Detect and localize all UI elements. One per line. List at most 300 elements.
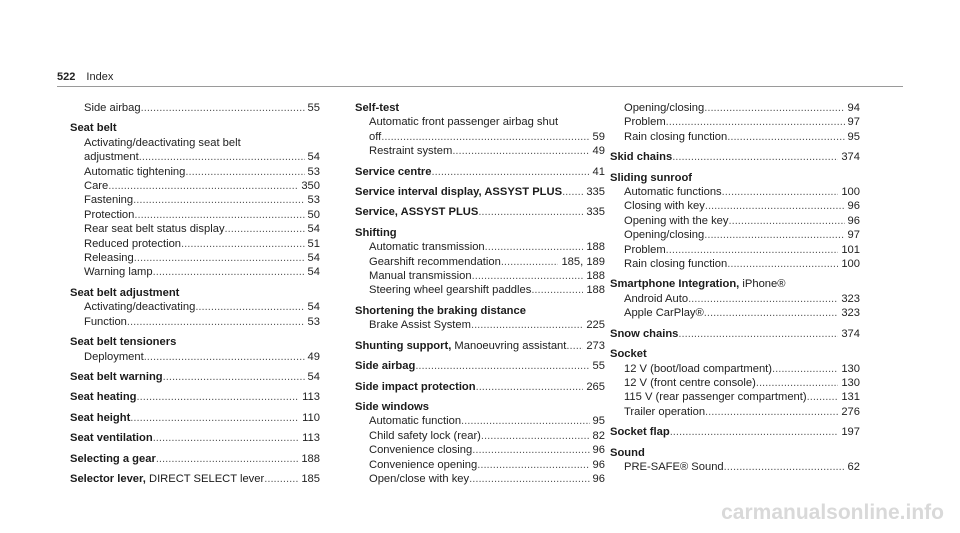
page-reference[interactable]: 53 bbox=[307, 315, 320, 328]
index-term bbox=[610, 446, 860, 460]
dot-leader bbox=[672, 150, 838, 164]
page-reference[interactable]: 59 bbox=[592, 130, 605, 143]
dot-leader bbox=[724, 460, 845, 474]
dot-leader bbox=[501, 255, 559, 269]
page-reference[interactable]: 113 bbox=[302, 432, 320, 445]
index-term[interactable] bbox=[70, 472, 320, 486]
page-reference[interactable]: 54 bbox=[307, 370, 320, 383]
entry-text bbox=[84, 300, 195, 314]
index-term[interactable] bbox=[355, 185, 605, 199]
index-term bbox=[70, 121, 320, 135]
entry-label: Android Auto bbox=[624, 292, 689, 305]
entry-label: Child safety lock (rear) bbox=[369, 429, 481, 442]
page-reference[interactable]: 113 bbox=[302, 391, 320, 404]
index-subentry[interactable] bbox=[610, 292, 860, 306]
index-entry bbox=[70, 101, 320, 115]
entry-label: Automatic functions bbox=[624, 186, 722, 199]
index-subentry[interactable] bbox=[610, 243, 860, 257]
dot-leader bbox=[134, 208, 304, 222]
entry-label: Opening with the key bbox=[624, 214, 729, 227]
entry-label: Skid chains bbox=[610, 151, 673, 164]
entry-text bbox=[84, 179, 108, 193]
index-entry bbox=[355, 165, 605, 179]
dot-leader bbox=[756, 376, 838, 390]
entry-text bbox=[70, 411, 130, 425]
entry-text bbox=[369, 318, 471, 332]
page-reference[interactable]: 96 bbox=[592, 458, 605, 471]
entry-text bbox=[84, 150, 139, 164]
index-subentry[interactable] bbox=[355, 472, 605, 486]
entry-text bbox=[369, 414, 461, 428]
dot-leader bbox=[141, 101, 305, 115]
dot-leader bbox=[566, 339, 583, 353]
entry-label: Service, ASSYST PLUS bbox=[355, 206, 479, 219]
entry-text bbox=[369, 240, 485, 254]
index-term[interactable] bbox=[70, 370, 320, 384]
index-entry bbox=[355, 400, 605, 486]
dot-leader bbox=[153, 431, 299, 445]
entry-label: Side impact protection bbox=[355, 380, 476, 393]
entry-text bbox=[369, 472, 469, 486]
page-reference[interactable]: 95 bbox=[847, 130, 860, 143]
dot-leader bbox=[471, 318, 583, 332]
index-entry bbox=[610, 150, 860, 164]
index-term bbox=[355, 400, 605, 414]
page-reference[interactable]: 188 bbox=[586, 270, 605, 283]
index-subentry[interactable] bbox=[70, 136, 320, 150]
entry-label: Opening/closing bbox=[624, 102, 705, 114]
dot-leader bbox=[472, 269, 584, 283]
entry-label: 12 V (front centre console) bbox=[624, 376, 756, 389]
entry-label: Care bbox=[84, 180, 109, 193]
index-entry bbox=[70, 335, 320, 364]
index-subentry[interactable] bbox=[610, 199, 860, 213]
index-term-label: Shortening the braking distance bbox=[355, 304, 526, 317]
entry-label: Closing with key bbox=[624, 200, 705, 213]
index-term-label: Sound bbox=[610, 446, 645, 459]
index-entry bbox=[610, 327, 860, 341]
index-subentry[interactable] bbox=[70, 193, 320, 207]
page-reference[interactable]: 54 bbox=[307, 151, 320, 164]
page-reference[interactable]: 350 bbox=[301, 180, 320, 193]
page-reference[interactable]: 185, 189 bbox=[561, 255, 605, 268]
index-subentry[interactable] bbox=[355, 144, 605, 158]
entry-label: Trailer operation bbox=[624, 405, 706, 418]
entry-text bbox=[84, 350, 144, 364]
page-reference[interactable]: 188 bbox=[301, 452, 320, 465]
entry-text bbox=[624, 214, 728, 228]
dot-leader bbox=[153, 265, 305, 279]
index-entry bbox=[355, 185, 605, 199]
page-reference[interactable]: 323 bbox=[841, 292, 860, 305]
dot-leader bbox=[728, 214, 844, 228]
entry-text bbox=[369, 255, 501, 269]
entry-text bbox=[355, 205, 478, 219]
index-subentry[interactable] bbox=[70, 315, 320, 329]
index-subentry[interactable] bbox=[355, 283, 605, 297]
index-subentry[interactable] bbox=[70, 350, 320, 364]
page-reference[interactable]: 62 bbox=[847, 460, 860, 473]
dot-leader bbox=[156, 452, 299, 466]
entry-label: Automatic function bbox=[369, 415, 462, 428]
page-reference[interactable]: 323 bbox=[841, 307, 860, 320]
entry-text bbox=[70, 390, 137, 404]
entry-text bbox=[355, 165, 432, 179]
dot-leader bbox=[137, 390, 300, 404]
index-entry bbox=[355, 359, 605, 373]
dot-leader bbox=[108, 179, 298, 193]
entry-label: adjustment bbox=[84, 151, 139, 164]
index-term bbox=[70, 286, 320, 300]
section-title: Index bbox=[86, 71, 114, 83]
page-reference[interactable]: 54 bbox=[307, 266, 320, 279]
index-subentry[interactable] bbox=[70, 222, 320, 236]
index-term[interactable] bbox=[70, 390, 320, 404]
entry-text bbox=[369, 283, 531, 297]
index-subentry[interactable] bbox=[610, 362, 860, 376]
entry-text bbox=[369, 144, 452, 158]
index-term[interactable] bbox=[355, 165, 605, 179]
entry-label: Steering wheel gearshift paddles bbox=[369, 284, 532, 297]
dot-leader bbox=[163, 370, 305, 384]
index-term bbox=[610, 277, 860, 291]
dot-leader bbox=[195, 300, 304, 314]
entry-label: Seat ventilation bbox=[70, 432, 153, 445]
index-subentry[interactable] bbox=[355, 414, 605, 428]
page-reference[interactable]: 96 bbox=[592, 444, 605, 457]
entry-label: Service centre bbox=[355, 165, 432, 178]
entry-text bbox=[624, 243, 666, 257]
index-term[interactable] bbox=[70, 411, 320, 425]
index-subentry[interactable] bbox=[70, 165, 320, 179]
index-entry bbox=[70, 286, 320, 329]
index-term[interactable] bbox=[355, 380, 605, 394]
index-subentry[interactable] bbox=[355, 429, 605, 443]
entry-text bbox=[624, 460, 724, 474]
dot-leader bbox=[133, 193, 304, 207]
page-reference[interactable]: 101 bbox=[841, 243, 860, 256]
index-subentry[interactable] bbox=[70, 237, 320, 251]
entry-text bbox=[624, 228, 704, 242]
index-subentry[interactable] bbox=[70, 179, 320, 193]
index-term[interactable] bbox=[610, 327, 860, 341]
entry-label: Seat heating bbox=[70, 391, 137, 404]
index-term bbox=[355, 304, 605, 318]
dot-leader bbox=[481, 429, 590, 443]
dot-leader bbox=[452, 144, 589, 158]
index-subentry[interactable] bbox=[70, 101, 320, 115]
entry-text bbox=[624, 306, 704, 320]
index-subentry[interactable] bbox=[355, 458, 605, 472]
index-subentry[interactable] bbox=[610, 101, 860, 115]
page-reference[interactable]: 131 bbox=[841, 391, 860, 404]
page-header bbox=[57, 71, 113, 83]
index-entry bbox=[610, 171, 860, 272]
dot-leader bbox=[469, 472, 589, 486]
page-reference[interactable]: 97 bbox=[847, 116, 860, 129]
dot-leader bbox=[704, 306, 839, 320]
entry-text bbox=[355, 380, 476, 394]
index-term-label: Shifting bbox=[355, 226, 397, 239]
subentry-text: Automatic front passenger airbag shut bbox=[369, 116, 559, 129]
index-term bbox=[610, 347, 860, 361]
index-term[interactable] bbox=[610, 150, 860, 164]
index-subentry[interactable] bbox=[610, 257, 860, 271]
entry-text bbox=[70, 431, 153, 445]
index-entry bbox=[355, 205, 605, 219]
index-entry bbox=[70, 472, 320, 486]
dot-leader bbox=[531, 283, 583, 297]
index-entry bbox=[355, 380, 605, 394]
entry-text bbox=[84, 222, 225, 236]
page-reference[interactable]: 55 bbox=[307, 102, 320, 114]
index-term-suffix: iPhone® bbox=[739, 278, 786, 291]
index-subentry[interactable] bbox=[610, 214, 860, 228]
page-reference[interactable]: 188 bbox=[586, 241, 605, 254]
index-entry bbox=[355, 101, 605, 159]
entry-label: Side airbag bbox=[355, 360, 416, 373]
index-entry bbox=[610, 277, 860, 320]
page-reference[interactable]: 130 bbox=[841, 362, 860, 375]
index-term-label: Socket bbox=[610, 348, 647, 361]
index-subentry[interactable] bbox=[610, 130, 860, 144]
entry-text bbox=[624, 199, 705, 213]
entry-label: 12 V (boot/load compartment) bbox=[624, 362, 772, 375]
index-column-3 bbox=[610, 101, 860, 474]
entry-text bbox=[624, 257, 727, 271]
dot-leader bbox=[472, 443, 589, 457]
page-reference[interactable]: 276 bbox=[841, 405, 860, 418]
dot-leader bbox=[461, 414, 590, 428]
dot-leader bbox=[678, 327, 838, 341]
entry-label: Automatic transmission bbox=[369, 241, 485, 254]
index-term[interactable] bbox=[355, 339, 605, 353]
entry-text bbox=[84, 251, 134, 265]
entry-text bbox=[84, 265, 153, 279]
dot-leader bbox=[666, 115, 845, 129]
index-entry bbox=[70, 390, 320, 404]
index-term bbox=[355, 101, 605, 115]
page-reference[interactable]: 55 bbox=[592, 360, 605, 373]
entry-text bbox=[369, 458, 477, 472]
entry-suffix: Manoeuvring assistant bbox=[451, 339, 567, 352]
page-reference[interactable]: 335 bbox=[586, 206, 605, 219]
page-reference[interactable]: 96 bbox=[592, 472, 605, 485]
entry-text bbox=[610, 150, 672, 164]
page-reference[interactable]: 50 bbox=[307, 208, 320, 221]
dot-leader bbox=[688, 292, 838, 306]
entry-label: Opening/closing bbox=[624, 229, 705, 242]
entry-label: Selector lever, bbox=[70, 472, 146, 485]
index-subentry[interactable] bbox=[70, 300, 320, 314]
entry-label: Brake Assist System bbox=[369, 319, 471, 332]
page-reference[interactable]: 335 bbox=[586, 186, 605, 199]
dot-leader bbox=[705, 405, 838, 419]
index-entry bbox=[70, 370, 320, 384]
entry-label: PRE-SAFE® Sound bbox=[624, 460, 724, 473]
entry-text bbox=[355, 359, 415, 373]
index-column-2 bbox=[355, 101, 605, 486]
entry-text bbox=[624, 390, 807, 404]
dot-leader bbox=[476, 380, 584, 394]
index-subentry[interactable] bbox=[610, 185, 860, 199]
index-term[interactable] bbox=[355, 359, 605, 373]
entry-text bbox=[369, 443, 472, 457]
entry-text bbox=[624, 362, 772, 376]
index-subentry[interactable] bbox=[610, 460, 860, 474]
index-entry bbox=[355, 226, 605, 298]
entry-label: Socket flap bbox=[610, 426, 670, 439]
index-term bbox=[70, 335, 320, 349]
dot-leader bbox=[727, 130, 844, 144]
page-reference[interactable]: 225 bbox=[586, 319, 605, 332]
dot-leader bbox=[722, 185, 839, 199]
page-reference[interactable]: 54 bbox=[307, 301, 320, 314]
index-subentry[interactable] bbox=[610, 228, 860, 242]
entry-text bbox=[624, 376, 756, 390]
index-subentry[interactable] bbox=[70, 265, 320, 279]
dot-leader bbox=[704, 228, 844, 242]
index-subentry[interactable] bbox=[355, 443, 605, 457]
page-reference[interactable]: 96 bbox=[847, 200, 860, 213]
entry-text bbox=[355, 339, 566, 353]
page-reference[interactable]: 130 bbox=[841, 376, 860, 389]
entry-text bbox=[70, 370, 163, 384]
index-term[interactable] bbox=[355, 205, 605, 219]
entry-text bbox=[624, 101, 704, 115]
index-subentry[interactable] bbox=[70, 208, 320, 222]
dot-leader bbox=[139, 150, 305, 164]
page-reference[interactable]: 53 bbox=[307, 165, 320, 178]
subentry-text: Activating/deactivating seat belt bbox=[84, 136, 241, 149]
page-reference[interactable]: 97 bbox=[847, 229, 860, 242]
index-term[interactable] bbox=[70, 431, 320, 445]
dot-leader bbox=[705, 199, 845, 213]
entry-label: Convenience closing bbox=[369, 444, 473, 457]
page-reference[interactable]: 185 bbox=[301, 472, 320, 485]
entry-label: Warning lamp bbox=[84, 266, 153, 279]
dot-leader bbox=[562, 185, 583, 199]
dot-leader bbox=[477, 458, 589, 472]
entry-label: Seat height bbox=[70, 411, 131, 424]
entry-text bbox=[84, 208, 134, 222]
index-term bbox=[610, 171, 860, 185]
page-reference[interactable]: 94 bbox=[847, 102, 860, 114]
index-entry bbox=[70, 411, 320, 425]
page-reference[interactable]: 374 bbox=[841, 327, 860, 340]
page-reference[interactable]: 51 bbox=[307, 237, 320, 250]
entry-label: Side airbag bbox=[84, 102, 141, 114]
index-term bbox=[355, 226, 605, 240]
index-subentry[interactable] bbox=[70, 150, 320, 164]
entry-label: Problem bbox=[624, 243, 666, 256]
page-reference[interactable]: 49 bbox=[307, 350, 320, 363]
entry-label: Shunting support, bbox=[355, 339, 452, 352]
entry-text bbox=[369, 130, 381, 144]
entry-label: Manual transmission bbox=[369, 270, 472, 283]
entry-label: Activating/deactivating bbox=[84, 301, 196, 314]
page-reference[interactable]: 54 bbox=[307, 223, 320, 236]
entry-suffix: DIRECT SELECT lever bbox=[145, 472, 265, 485]
page-reference[interactable]: 110 bbox=[302, 411, 320, 424]
index-subentry[interactable] bbox=[355, 269, 605, 283]
entry-label: Seat belt warning bbox=[70, 370, 163, 383]
entry-label: Rain closing function bbox=[624, 258, 728, 271]
entry-label: Rear seat belt status display bbox=[84, 223, 225, 236]
page-reference[interactable]: 95 bbox=[592, 415, 605, 428]
page-reference[interactable]: 49 bbox=[592, 145, 605, 158]
entry-label: Service interval display, ASSYST PLUS bbox=[355, 186, 563, 199]
entry-text bbox=[610, 327, 678, 341]
entry-label: Releasing bbox=[84, 252, 134, 265]
index-term-label: Sliding sunroof bbox=[610, 171, 693, 184]
entry-label: Convenience opening bbox=[369, 458, 478, 471]
page-reference[interactable]: 96 bbox=[847, 214, 860, 227]
entry-text bbox=[624, 405, 705, 419]
page-reference[interactable]: 188 bbox=[586, 284, 605, 297]
entry-label: Restraint system bbox=[369, 145, 453, 158]
page-reference[interactable]: 82 bbox=[592, 429, 605, 442]
page-reference[interactable]: 265 bbox=[586, 380, 605, 393]
index-subentry[interactable] bbox=[355, 240, 605, 254]
index-subentry[interactable] bbox=[610, 115, 860, 129]
entry-text bbox=[84, 193, 133, 207]
entry-text bbox=[610, 425, 670, 439]
index-term[interactable] bbox=[610, 425, 860, 439]
index-subentry[interactable] bbox=[355, 130, 605, 144]
dot-leader bbox=[127, 315, 305, 329]
index-subentry[interactable] bbox=[610, 405, 860, 419]
page-reference[interactable]: 197 bbox=[841, 426, 860, 439]
page-reference[interactable]: 53 bbox=[307, 194, 320, 207]
watermark: carmanualsonline.info bbox=[721, 501, 944, 524]
index-term[interactable] bbox=[70, 452, 320, 466]
entry-text bbox=[369, 269, 472, 283]
dot-leader bbox=[264, 472, 298, 486]
dot-leader bbox=[666, 243, 839, 257]
index-subentry[interactable] bbox=[355, 115, 605, 129]
entry-text bbox=[84, 315, 127, 329]
dot-leader bbox=[134, 251, 305, 265]
page-reference[interactable]: 273 bbox=[586, 339, 605, 352]
dot-leader bbox=[727, 257, 838, 271]
index-subentry[interactable] bbox=[70, 251, 320, 265]
index-term-label: Seat belt tensioners bbox=[70, 336, 177, 349]
index-subentry[interactable] bbox=[610, 390, 860, 404]
page-reference[interactable]: 100 bbox=[841, 258, 860, 271]
entry-label: Reduced protection bbox=[84, 237, 182, 250]
page-reference[interactable]: 100 bbox=[841, 186, 860, 199]
index-entry bbox=[610, 101, 860, 144]
index-entry bbox=[70, 121, 320, 279]
page-reference[interactable]: 41 bbox=[592, 165, 605, 178]
entry-text bbox=[84, 165, 185, 179]
dot-leader bbox=[670, 425, 839, 439]
entry-label: off bbox=[369, 130, 382, 143]
index-subentry[interactable] bbox=[355, 255, 605, 269]
dot-leader bbox=[185, 165, 304, 179]
index-subentry[interactable] bbox=[610, 306, 860, 320]
header-divider bbox=[57, 86, 903, 87]
entry-label: Open/close with key bbox=[369, 472, 470, 485]
entry-label: Function bbox=[84, 315, 127, 328]
index-subentry[interactable] bbox=[355, 318, 605, 332]
page-reference[interactable]: 374 bbox=[841, 151, 860, 164]
dot-leader bbox=[415, 359, 589, 373]
index-subentry[interactable] bbox=[610, 376, 860, 390]
page-reference[interactable]: 54 bbox=[307, 252, 320, 265]
entry-label: Gearshift recommendation bbox=[369, 255, 501, 268]
